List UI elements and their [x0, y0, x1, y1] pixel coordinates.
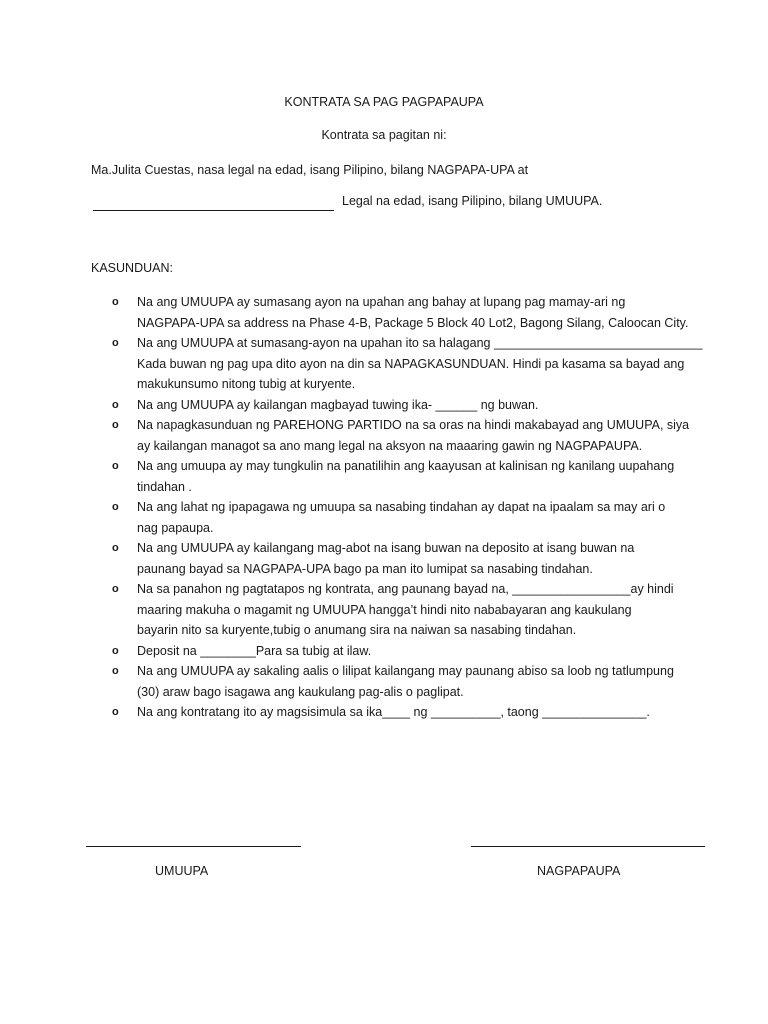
term-item: [0, 702, 677, 723]
term-line: Deposit na ________Para sa tubig at ilaw.: [137, 643, 372, 658]
term-item: [0, 415, 690, 456]
party-two-name-blank: [93, 210, 334, 211]
term-item: [0, 538, 677, 579]
landlord-signature-label: NAGPAPAUPA: [537, 864, 621, 878]
terms-list: [0, 292, 768, 723]
term-line: bayarin nito sa kuryente,tubig o anumang sira na naiwan sa nasabing tindahan.: [137, 623, 577, 637]
term-line: Na sa panahon ng pagtatapos ng kontrata, ang paunang bayad na, _________________ay hindi: [137, 582, 674, 596]
term-line: (30) araw bago isagawa ang kaukulang pag-alis o paglipat.: [137, 684, 464, 699]
term-line: tindahan .: [137, 479, 192, 494]
bullet-icon: o: [112, 337, 119, 349]
tenant-signature-line: [86, 846, 301, 847]
term-line: ay kailangan managot sa ano mang legal na aksyon na maaaring gawin ng NAGPAPAUPA.: [137, 438, 643, 453]
bullet-icon: o: [112, 398, 119, 411]
term-line: paunang bayad sa NAGPAPA-UPA bago pa man ito lumipat sa nasabing tindahan.: [137, 561, 593, 576]
term-item: [0, 661, 677, 702]
term-line: Na ang UMUUPA ay kailangan magbayad tuwing ika- ______ ng buwan.: [137, 397, 539, 412]
bullet-icon: o: [112, 542, 119, 554]
party-one-statement: Ma.Julita Cuestas, nasa legal na edad, isang Pilipino, bilang NAGPAPA-UPA at: [91, 163, 529, 177]
agreement-heading: KASUNDUAN:: [91, 261, 173, 275]
term-line: Na ang UMUUPA ay kailangang mag-abot na isang buwan na deposito at isang buwan na: [137, 541, 635, 555]
tenant-signature-label: UMUUPA: [155, 864, 209, 878]
bullet-icon: o: [112, 501, 119, 513]
term-item: [0, 456, 677, 497]
term-line: maaring makuha o magamit ng UMUUPA hangga’t hindi nito nababayaran ang kaukulang: [137, 602, 632, 617]
term-line: makukunsumo nitong tubig at kuryente.: [137, 377, 356, 391]
bullet-icon: o: [112, 644, 119, 657]
bullet-icon: o: [112, 419, 119, 431]
term-item: [0, 641, 677, 662]
term-line: nag papaupa.: [137, 520, 214, 535]
term-item: [0, 395, 677, 416]
term-item: [0, 292, 689, 333]
term-line: Na ang UMUUPA at sumasang-ayon na upahan ito sa halagang ______________________________: [137, 336, 703, 350]
term-item: [0, 497, 677, 538]
term-line: Na napagkasunduan ng PAREHONG PARTIDO na sa oras na hindi makabayad ang UMUUPA, siya: [137, 418, 690, 432]
landlord-signature-line: [471, 846, 705, 847]
bullet-icon: o: [112, 665, 119, 677]
term-line: Na ang UMUUPA ay sakaling aalis o lilipat kailangang may paunang abiso sa loob ng tatlumpung: [137, 664, 674, 678]
party-two-statement: Legal na edad, isang Pilipino, bilang UMUUPA.: [342, 194, 603, 208]
term-line: Kada buwan ng pag upa dito ayon na din sa NAPAGKASUNDUAN. Hindi pa kasama sa bayad ang: [137, 356, 685, 371]
term-line: NAGPAPA-UPA sa address na Phase 4-B, Package 5 Block 40 Lot2, Bagong Silang, Caloocan City.: [137, 315, 689, 330]
term-line: Na ang umuupa ay may tungkulin na panatilihin ang kaayusan at kalinisan ng kanilang uupahang: [137, 459, 675, 473]
term-item: [0, 579, 677, 641]
term-line: Na ang lahat ng ipapagawa ng umuupa sa nasabing tindahan ay dapat na ipaalam sa may ari o: [137, 500, 666, 514]
term-line: Na ang UMUUPA ay sumasang ayon na upahan ang bahay at lupang pag mamay-ari ng: [137, 295, 626, 309]
bullet-icon: o: [112, 296, 119, 308]
term-item: [0, 333, 703, 395]
term-line: Na ang kontratang ito ay magsisimula sa ika____ ng __________, taong _______________.: [137, 705, 650, 719]
document-title: KONTRATA SA PAG PAGPAPAUPA: [284, 95, 484, 109]
document-subtitle: Kontrata sa pagitan ni:: [321, 128, 447, 142]
bullet-icon: o: [112, 706, 119, 718]
bullet-icon: o: [112, 583, 119, 595]
bullet-icon: o: [112, 460, 119, 472]
